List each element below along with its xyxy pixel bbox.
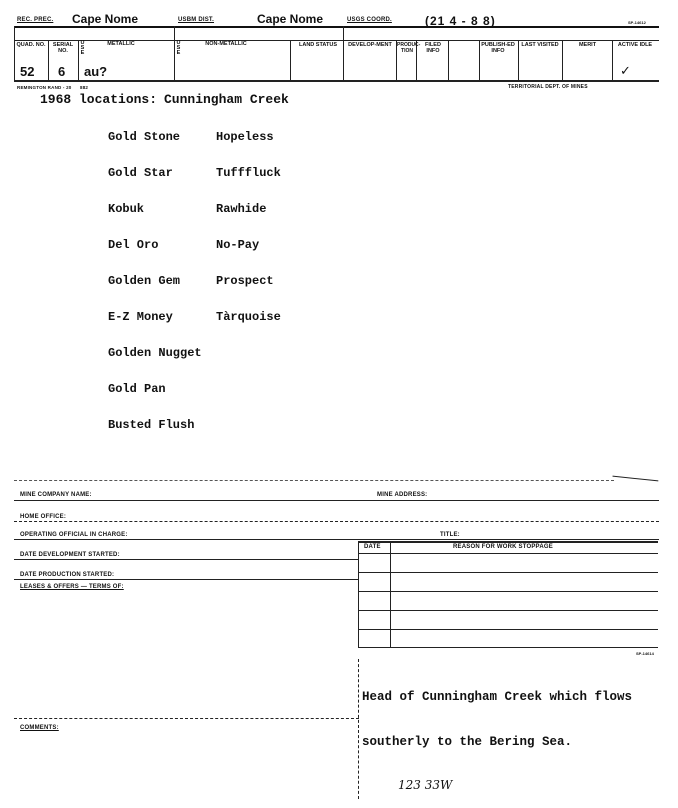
- rule: [14, 521, 659, 522]
- rule: [14, 559, 359, 560]
- table-top-border: [358, 541, 658, 543]
- date-development-label: DATE DEVELOPMENT STARTED:: [20, 552, 120, 558]
- table-row: [358, 553, 658, 554]
- divider: [448, 40, 449, 80]
- table-row: [358, 647, 658, 648]
- metallic-value: au?: [84, 64, 108, 79]
- col-quad-no: QUAD. NO.: [16, 42, 46, 48]
- date-production-label: DATE PRODUCTION STARTED:: [20, 572, 115, 578]
- location-line: Head of Cunningham Creek which flows: [362, 690, 633, 704]
- rec-prec-label: REC. PREC.: [17, 17, 54, 23]
- rule: [14, 718, 359, 719]
- claim-name: Hopeless: [216, 130, 274, 144]
- claim-name: Gold Stone: [108, 130, 181, 144]
- table-row: [358, 572, 658, 573]
- data-row-bottom-border: [14, 80, 659, 82]
- divider: [343, 26, 344, 80]
- divider: [174, 26, 175, 80]
- col-land-status: LAND STATUS: [299, 42, 337, 48]
- col-non-metallic: NON-METALLIC: [205, 41, 247, 47]
- locations-creek: Cunningham Creek: [164, 92, 289, 107]
- location-description: [362, 660, 632, 765]
- claim-name: No-Pay: [216, 238, 260, 252]
- rule: [14, 500, 659, 501]
- claim-name: Prospect: [216, 274, 274, 288]
- col-published-info: PUBLISH-ED INFO: [481, 42, 515, 54]
- table-row: [358, 629, 658, 630]
- claim-list-2: [216, 107, 281, 335]
- table-date-divider: [390, 541, 391, 647]
- printer-code: 882: [80, 85, 89, 90]
- mine-company-name-label: MINE COMPANY NAME:: [20, 492, 92, 498]
- handwritten-note: 123 33W: [398, 778, 453, 792]
- comments-label: COMMENTS:: [20, 725, 59, 731]
- dept-name: TERRITORIAL DEPT. OF MINES: [508, 84, 588, 90]
- mine-address-label: MINE ADDRESS:: [377, 492, 428, 498]
- corner-mark: [612, 476, 659, 490]
- table-row: [358, 591, 658, 592]
- printer-note: REMINGTON RAND - 20: [17, 85, 72, 90]
- claim-name: Tàrquoise: [216, 310, 281, 324]
- claim-list-1: [108, 107, 202, 443]
- stoppage-table: [358, 541, 658, 649]
- claim-name: Gold Pan: [108, 382, 166, 396]
- claim-name: E-Z Money: [108, 310, 173, 324]
- quad-no-value: 52: [20, 64, 35, 79]
- col-active-idle: ACTIVE IDLE: [617, 42, 653, 48]
- col-serial-no: SERIAL NO.: [52, 42, 74, 54]
- claim-name: Del Oro: [108, 238, 159, 252]
- claim-name: Golden Gem: [108, 274, 181, 288]
- divider: [290, 40, 291, 80]
- table-row: [358, 610, 658, 611]
- form-number: SP-14612: [628, 20, 646, 25]
- top-border: [14, 26, 659, 28]
- form-number-2: SP-14614: [636, 651, 654, 656]
- locations-prefix: 1968 locations:: [40, 92, 158, 107]
- table-left-border: [358, 541, 359, 647]
- claim-name: Golden Nugget: [108, 346, 202, 360]
- operating-official-label: OPERATING OFFICIAL IN CHARGE:: [20, 532, 128, 538]
- back-top-line: [14, 480, 614, 481]
- rec-prec-value: Cape Nome: [72, 12, 139, 26]
- col-development: DEVELOP-MENT: [348, 42, 392, 48]
- claim-name: Rawhide: [216, 202, 267, 216]
- active-idle-mark: ✓: [620, 63, 631, 78]
- reason-column-header: REASON FOR WORK STOPPAGE: [453, 544, 553, 550]
- usbm-dist-label: USBM DIST.: [178, 17, 215, 23]
- rule: [14, 539, 659, 540]
- claim-name: Kobuk: [108, 202, 145, 216]
- date-column-header: DATE: [364, 544, 381, 550]
- location-line: southerly to the Bering Sea.: [362, 735, 573, 749]
- rule: [14, 579, 359, 580]
- claim-name: Busted Flush: [108, 418, 195, 432]
- divider: [518, 40, 519, 80]
- claim-name: Gold Star: [108, 166, 173, 180]
- col-merit: MERIT: [578, 42, 597, 48]
- divider: [562, 40, 563, 80]
- center-divider: [358, 659, 359, 799]
- divider: [612, 40, 613, 80]
- usbm-dist-value: Cape Nome: [257, 12, 324, 26]
- usgs-coord-label: USGS COORD.: [347, 17, 392, 23]
- divider: [14, 26, 15, 80]
- col-use-1: U S E: [80, 40, 85, 56]
- col-last-visited: LAST VISITED: [521, 42, 559, 48]
- serial-no-value: 6: [58, 64, 66, 79]
- divider: [78, 40, 79, 80]
- home-office-label: HOME OFFICE:: [20, 514, 67, 520]
- col-filed-info: FILED INFO: [425, 42, 441, 54]
- leases-label: LEASES & OFFERS — TERMS OF:: [20, 584, 124, 590]
- usgs-coord-value: (21 4 - 8 8): [425, 14, 496, 28]
- col-use-2: U S E: [176, 40, 181, 56]
- col-production: PRODUC-TION: [397, 42, 421, 54]
- claim-name: Tufffluck: [216, 166, 281, 180]
- title-label: TITLE:: [440, 532, 460, 538]
- col-metallic: METALLIC: [107, 41, 135, 47]
